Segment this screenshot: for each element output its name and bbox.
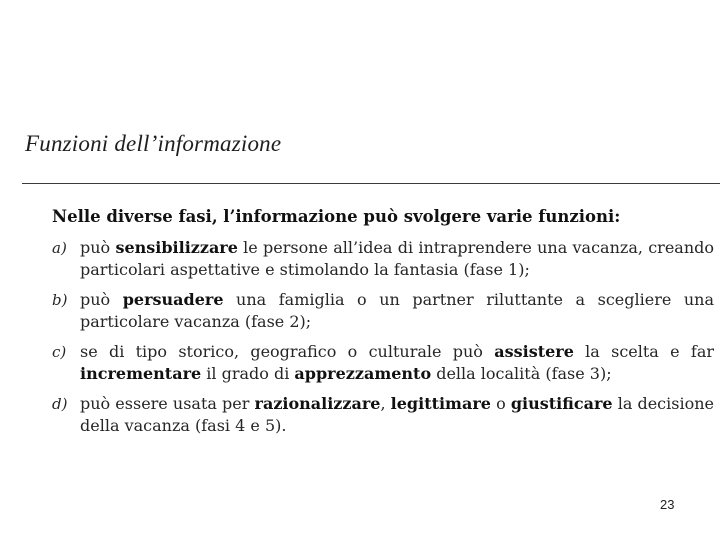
item-keyword: persuadere — [122, 290, 224, 309]
list-marker: d) — [52, 395, 68, 413]
list-marker: a) — [52, 239, 67, 257]
item-keyword: sensibilizzare — [115, 238, 238, 257]
item-text: può — [80, 238, 116, 257]
item-text: la scelta e far — [573, 342, 715, 361]
item-keyword: assistere — [494, 342, 574, 361]
item-text: la decisione della vacanza (fasi 4 e 5). — [80, 394, 714, 435]
list-item-a — [52, 237, 714, 281]
list-marker: b) — [52, 291, 68, 309]
intro-sentence: Nelle diverse fasi, l’informazione può svolgere varie funzioni: — [52, 207, 621, 226]
heading-divider — [22, 183, 720, 184]
list-item-d — [52, 393, 714, 437]
page-number: 23 — [660, 497, 675, 512]
item-text: può essere usata per — [80, 394, 255, 413]
section-heading: Funzioni dell’informazione — [25, 131, 282, 156]
item-keyword: razionalizzare — [254, 394, 381, 413]
item-text: , — [380, 394, 391, 413]
list-item-c — [52, 341, 714, 385]
item-text: della località (fase 3); — [431, 364, 612, 383]
list-item-b — [52, 289, 714, 333]
item-text: una famiglia o un partner riluttante a scegliere una particolare vacanza (fase 2); — [80, 290, 715, 331]
document-body — [52, 205, 714, 437]
item-keyword: giustificare — [510, 394, 613, 413]
item-keyword: apprezzamento — [294, 364, 432, 383]
list-marker: c) — [52, 343, 67, 361]
item-text: se di tipo storico, geografico o culturale può — [80, 342, 495, 361]
item-keyword: legittimare — [390, 394, 491, 413]
item-text: il grado di — [201, 364, 295, 383]
item-keyword: incrementare — [80, 364, 202, 383]
item-text: le persone all’idea di intraprendere una vacanza, creando particolari aspettative e stimolando la fantasia (fase 1); — [80, 238, 715, 279]
item-text: o — [490, 394, 511, 413]
item-text: può — [80, 290, 123, 309]
